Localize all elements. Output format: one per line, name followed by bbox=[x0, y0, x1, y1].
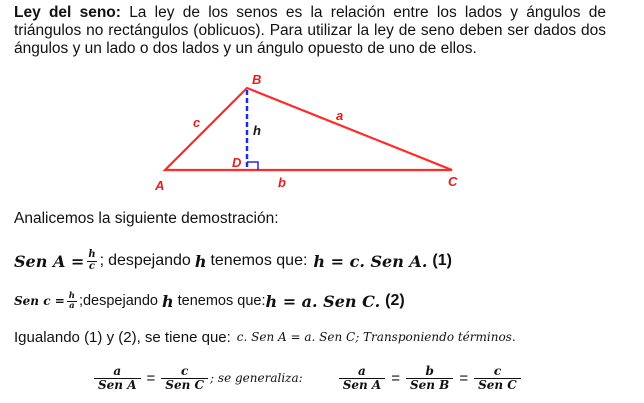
eq1-num: h bbox=[88, 249, 96, 260]
eq1-comma: ; bbox=[99, 252, 105, 269]
eq1-tenemos: tenemos que: bbox=[210, 252, 308, 269]
vertex-b-label: B bbox=[252, 72, 262, 87]
eq2-den: a bbox=[69, 300, 75, 311]
eq2-result: h = a. Sen C. bbox=[265, 291, 381, 311]
vertex-c-label: C bbox=[448, 174, 458, 189]
final-general-2 bbox=[406, 365, 453, 391]
vertex-a-label: A bbox=[155, 178, 165, 193]
final-note: ; se generaliza: bbox=[210, 371, 303, 385]
final-fraction-2 bbox=[161, 365, 208, 391]
eq1-result: h = c. Sen A. bbox=[313, 251, 428, 271]
final-g3-num: c bbox=[493, 363, 502, 378]
eq1-den: c bbox=[88, 260, 96, 272]
eq2-lhs: Sen c = bbox=[14, 294, 65, 308]
final-g2-num: b bbox=[425, 363, 434, 378]
final-formula bbox=[92, 358, 523, 398]
final-g1-num: a bbox=[358, 363, 366, 378]
eq1-lhs: Sen A = bbox=[14, 251, 85, 271]
final-general-3 bbox=[474, 365, 521, 391]
intro-text: La ley de los senos es la relación entre los lados y ángulos de triángulos no rectángulos (oblicuos). Para utilizar la ley de seno deben ser dados dos ángulos y un lado o dos lados y un ángulo opuesto de uno de ellos. bbox=[14, 4, 607, 57]
final-g2-den: Sen B bbox=[406, 378, 453, 392]
eq1-despejando: despejando bbox=[108, 252, 191, 269]
final-g1-den: Sen A bbox=[339, 378, 386, 392]
eq1-var: h bbox=[194, 251, 207, 271]
final-eq-b: = bbox=[391, 369, 400, 387]
final-f2-den: Sen C bbox=[161, 378, 208, 392]
equation-3 bbox=[14, 326, 516, 348]
final-eq-c: = bbox=[459, 369, 469, 387]
side-a-label: a bbox=[336, 108, 344, 123]
equation-2 bbox=[14, 286, 405, 316]
equation-1 bbox=[14, 244, 452, 278]
eq2-var: h bbox=[161, 291, 174, 311]
eq3-math: c. Sen A = a. Sen C; Transponiendo términos. bbox=[236, 330, 516, 344]
final-general-1 bbox=[339, 365, 386, 391]
eq1-fraction bbox=[86, 250, 97, 272]
eq2-semi: ; bbox=[78, 293, 83, 309]
final-f1-den: Sen A bbox=[94, 378, 141, 392]
final-g3-den: Sen C bbox=[474, 378, 521, 392]
side-c-label: c bbox=[193, 115, 201, 130]
eq2-despejando: despejando bbox=[82, 293, 158, 309]
right-angle-marker bbox=[247, 162, 258, 170]
final-eq-a: = bbox=[146, 369, 156, 387]
eq3-text: Igualando (1) y (2), se tiene que: bbox=[14, 328, 231, 346]
final-f2-num: c bbox=[181, 363, 189, 378]
eq1-tag: (1) bbox=[432, 252, 452, 269]
eq2-tenemos: tenemos que: bbox=[177, 293, 266, 309]
eq2-fraction bbox=[67, 292, 77, 311]
analysis-heading: Analicemos la siguiente demostración: bbox=[14, 210, 279, 227]
eq2-tag: (2) bbox=[385, 292, 405, 309]
foot-d-label: D bbox=[232, 155, 242, 170]
final-fraction-1 bbox=[94, 365, 141, 391]
height-label: h bbox=[253, 123, 261, 138]
final-f1-num: a bbox=[113, 363, 122, 378]
intro-term: Ley del seno: bbox=[14, 4, 121, 21]
triangle-abc bbox=[165, 88, 452, 170]
eq2-num: h bbox=[68, 290, 75, 301]
side-b-label: b bbox=[278, 175, 286, 190]
